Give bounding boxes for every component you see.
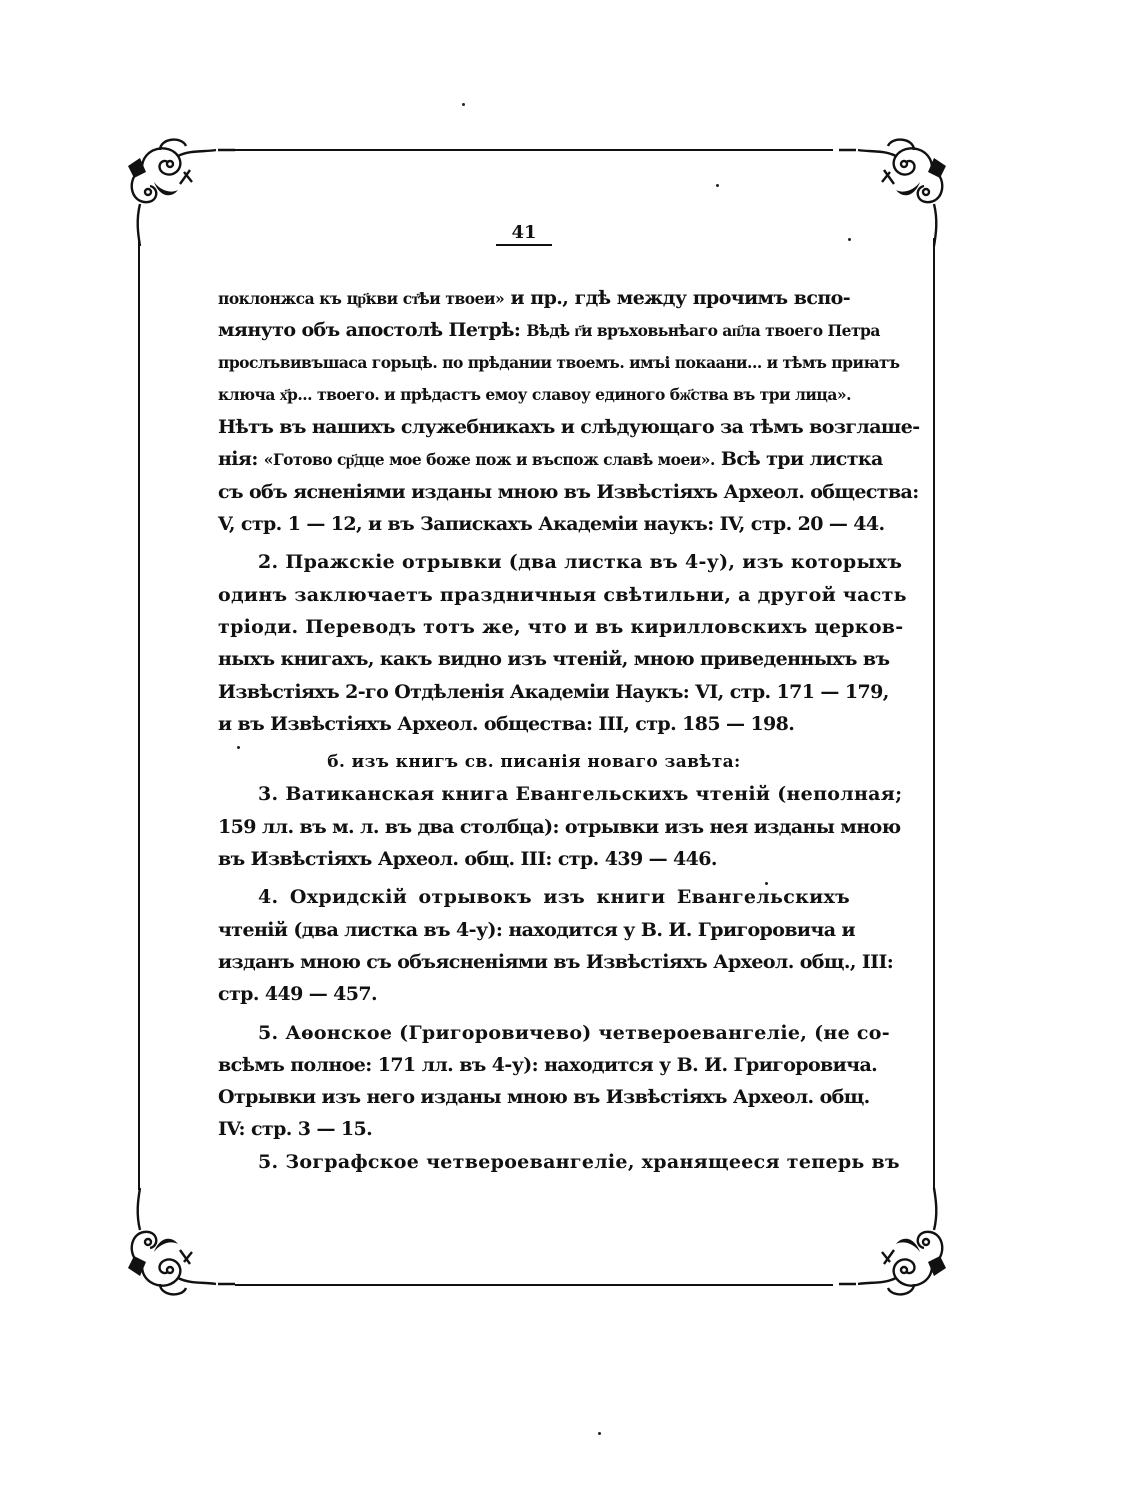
corner-ornament-bottom-left xyxy=(120,1186,240,1306)
page-text xyxy=(218,282,920,1178)
corner-ornament-bottom-right xyxy=(834,1186,954,1306)
scan-speck xyxy=(462,103,465,106)
scan-speck xyxy=(598,1432,601,1435)
scan-speck xyxy=(848,238,851,241)
text-line: 4. Охридскій отрывокъ изъ книги Евангельскихъ xyxy=(258,886,850,909)
text-line: 5. Зографское четвероевангеліе, хранящееся теперь въ xyxy=(258,1150,900,1173)
section-heading: б. изъ книгъ св. писанія новаго завѣта: xyxy=(327,752,741,773)
text-line: V, стр. 1 — 12, и въ Запискахъ Академіи наукъ: IV, стр. 20 — 44. xyxy=(218,513,885,536)
text-line: ныхъ книгахъ, какъ видно изъ чтеній, мною приведенныхъ въ xyxy=(218,648,890,671)
corner-ornament-top-right xyxy=(834,128,954,248)
text-line: 2. Пражскіе отрывки (два листка въ 4-у), изъ которыхъ xyxy=(258,551,903,574)
scan-speck xyxy=(237,746,240,749)
frame-bottom-line xyxy=(235,1284,833,1286)
text-line: Извѣстіяхъ 2-го Отдѣленія Академіи Наукъ: VI, стр. 171 — 179, xyxy=(218,680,889,703)
text-line: поклонжса къ цр҃кви ст҃ѣи твоеи» и пр., гдѣ между прочимъ вспо- xyxy=(218,287,850,309)
text-line: всѣмъ полное: 171 лл. въ 4-у): находится у В. И. Григоровича. xyxy=(218,1053,878,1076)
text-line: въ Извѣстіяхъ Археол. общ. III: стр. 439 — 446. xyxy=(218,848,717,871)
text-line: 3. Ватиканская книга Евангельскихъ чтеній (неполная; xyxy=(258,783,903,806)
scan-speck xyxy=(716,184,719,187)
text-line: тріоди. Переводъ тотъ же, что и въ кирилловскихъ церков- xyxy=(218,615,904,638)
text-line: 5. Аѳонское (Григоровичево) четвероевангеліе, (не со- xyxy=(258,1021,890,1044)
text-line: изданъ мною съ объясненіями въ Извѣстіяхъ Археол. общ., III: xyxy=(218,950,894,973)
text-line: 159 лл. въ м. л. въ два столбца): отрывки изъ нея изданы мною xyxy=(218,815,901,838)
text-line: и въ Извѣстіяхъ Археол. общества: III, стр. 185 — 198. xyxy=(218,712,795,735)
corner-ornament-top-left xyxy=(120,128,240,248)
frame-top-line xyxy=(235,149,833,151)
text-line: ключа х҃р... твоего. и прѣдастъ емоу славоу единого бж҃ства въ три лица». xyxy=(218,384,851,404)
text-line: IV: стр. 3 — 15. xyxy=(218,1118,373,1141)
text-line: нія: «Готово ср҃дце мое боже пож и въспож славѣ моеи». Всѣ три листка xyxy=(218,448,883,471)
text-line: съ объ ясненіями изданы мною въ Извѣстіяхъ Археол. общества: xyxy=(218,480,919,503)
frame-right-line xyxy=(933,238,935,1190)
text-line: стр. 449 — 457. xyxy=(218,983,378,1006)
scan-speck xyxy=(765,882,768,885)
text-line: Нѣтъ въ нашихъ служебникахъ и слѣдующаго за тѣмъ возглаше- xyxy=(218,416,920,439)
text-line: Отрывки изъ него изданы мною въ Извѣстіяхъ Археол. общ. xyxy=(218,1086,870,1109)
text-line: чтеній (два листка въ 4-у): находится у В. И. Григоровича и xyxy=(218,918,855,941)
page-number: 41 xyxy=(496,222,552,246)
text-line: мянуто объ апостолѣ Петрѣ: Вѣдѣ г҃и връховьнѣаго ап҃ла твоего Петра xyxy=(218,319,880,342)
text-line: одинъ заключаетъ праздничныя свѣтильни, а другой часть xyxy=(218,583,907,606)
text-line: прослъвивъшаса горьцѣ. по прѣдании твоемъ. имъі покаани... и тѣмъ приꙗтъ xyxy=(218,352,900,372)
frame-left-line xyxy=(138,238,140,1190)
